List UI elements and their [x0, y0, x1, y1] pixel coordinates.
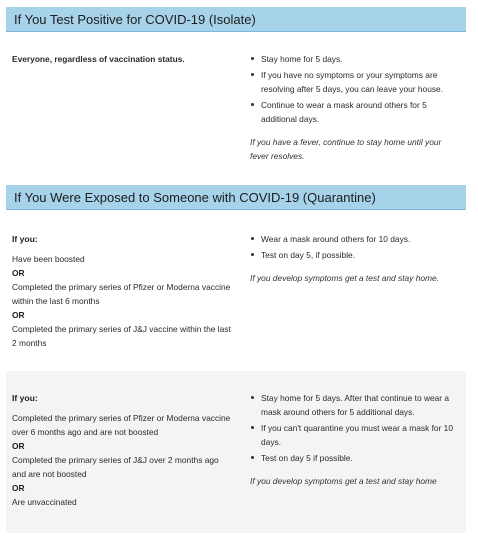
bullet-text: Test on day 5 if possible. — [261, 453, 353, 463]
condition-item: Have been boosted — [12, 254, 85, 264]
bullet-text: Wear a mask around others for 10 days. — [261, 234, 411, 244]
quarantine-header: If You Were Exposed to Someone with COVID-19 (Quarantine) — [6, 185, 466, 210]
list-item — [250, 52, 458, 66]
list-item — [250, 391, 458, 419]
bullet-text: Stay home for 5 days. — [261, 54, 343, 64]
isolate-note: If you have a fever, continue to stay home until your fever resolves. — [250, 137, 442, 161]
group1-note: If you develop symptoms get a test and stay home. — [250, 273, 440, 283]
group1-guidance — [250, 232, 458, 285]
quarantine-group-2 — [6, 371, 466, 533]
bullet-icon — [251, 426, 254, 429]
list-item — [250, 451, 458, 465]
group1-conditions — [12, 232, 232, 350]
condition-item: Completed the primary series of Pfizer or Moderna vaccine within the last 6 months — [12, 282, 231, 306]
condition-item: Completed the primary series of Pfizer or Moderna vaccine over 6 months ago and are not boosted — [12, 413, 231, 437]
bullet-icon — [251, 237, 254, 240]
list-item — [250, 421, 458, 449]
bullet-icon — [251, 456, 254, 459]
condition-item: Are unvaccinated — [12, 497, 77, 507]
group1-heading: If you: — [12, 234, 38, 244]
group2-guidance — [250, 391, 458, 488]
or-label: OR — [12, 310, 25, 320]
group2-note: If you develop symptoms get a test and stay home — [250, 476, 437, 486]
bullet-text: Test on day 5, if possible. — [261, 250, 356, 260]
bullet-text: Stay home for 5 days. After that continue to wear a mask around others for 5 additional days. — [261, 393, 450, 417]
group1-bullet-list — [250, 232, 458, 262]
isolate-header: If You Test Positive for COVID-19 (Isolate) — [6, 7, 466, 32]
bullet-text: If you can't quarantine you must wear a mask for 10 days. — [261, 423, 453, 447]
or-label: OR — [12, 441, 25, 451]
quarantine-group-1 — [6, 214, 466, 365]
bullet-icon — [251, 253, 254, 256]
bullet-text: Continue to wear a mask around others for 5 additional days. — [261, 100, 427, 124]
condition-item: Completed the primary series of J&J over 2 months ago and are not boosted — [12, 455, 219, 479]
bullet-icon — [251, 103, 254, 106]
bullet-icon — [251, 396, 254, 399]
bullet-text: If you have no symptoms or your symptoms are resolving after 5 days, you can leave your house. — [261, 70, 444, 94]
group2-conditions — [12, 391, 232, 509]
condition-item: Completed the primary series of J&J vaccine within the last 2 months — [12, 324, 231, 348]
list-item — [250, 68, 458, 96]
or-label: OR — [12, 268, 25, 278]
or-label: OR — [12, 483, 25, 493]
group2-heading: If you: — [12, 393, 38, 403]
bullet-icon — [251, 57, 254, 60]
list-item — [250, 98, 458, 126]
isolate-who: Everyone, regardless of vaccination status. — [12, 54, 185, 64]
isolate-guidance — [250, 52, 458, 163]
bullet-icon — [251, 73, 254, 76]
isolate-section — [6, 34, 466, 174]
list-item — [250, 248, 458, 262]
isolate-bullet-list — [250, 52, 458, 126]
group2-bullet-list — [250, 391, 458, 465]
list-item — [250, 232, 458, 246]
